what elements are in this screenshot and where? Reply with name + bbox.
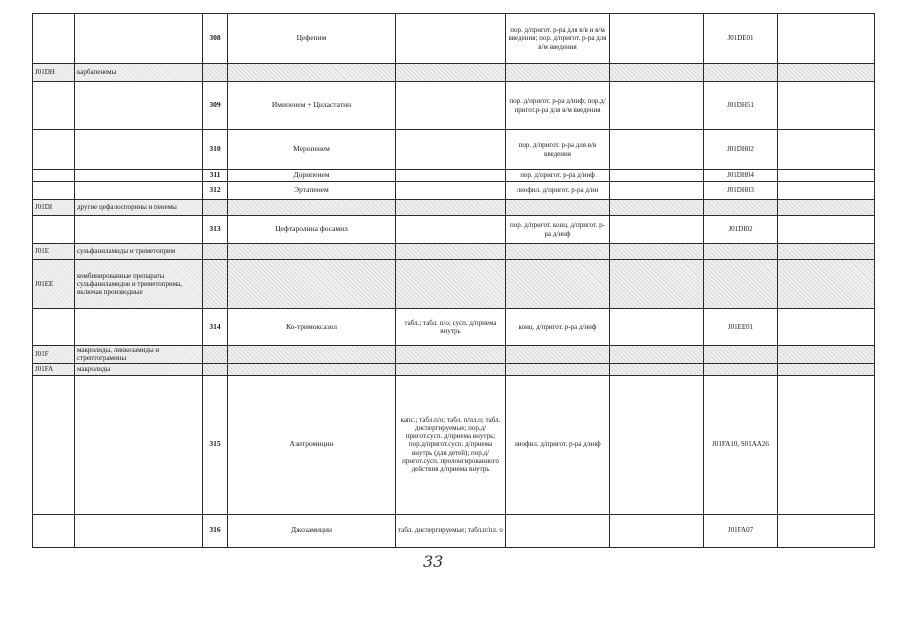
- empty-cell: [778, 14, 875, 64]
- row-number: [203, 200, 228, 216]
- row-number: 315: [203, 375, 228, 514]
- empty-cell: [778, 130, 875, 170]
- empty-cell: [610, 64, 704, 82]
- empty-cell: [778, 182, 875, 200]
- dosage-form-injection: пор. д/пригот. конц. д/пригот. р-ра д/инф: [506, 216, 610, 244]
- row-number: 309: [203, 82, 228, 130]
- drug-name: [228, 244, 396, 260]
- empty-cell: [778, 216, 875, 244]
- row-code: [33, 82, 75, 130]
- table-row: [33, 130, 875, 170]
- dosage-form-injection: [506, 244, 610, 260]
- row-code: [33, 170, 75, 182]
- table-row: [33, 375, 875, 514]
- atc-code: [704, 346, 778, 364]
- drug-name: Дорипенем: [228, 170, 396, 182]
- atc-code: J01DI02: [704, 216, 778, 244]
- dosage-form-oral: табл. диспергируемые; табл.п/пл. о: [396, 514, 506, 547]
- dosage-form-injection: [506, 346, 610, 364]
- row-code: J01DI: [33, 200, 75, 216]
- dosage-form-oral: [396, 363, 506, 375]
- drug-name: [228, 260, 396, 309]
- empty-cell: [610, 375, 704, 514]
- row-code: J01EE: [33, 260, 75, 309]
- row-group: [75, 82, 203, 130]
- dosage-form-oral: [396, 170, 506, 182]
- row-group: [75, 216, 203, 244]
- empty-cell: [610, 309, 704, 346]
- empty-cell: [610, 170, 704, 182]
- row-group: сульфаниламиды и триметоприм: [75, 244, 203, 260]
- row-group: [75, 14, 203, 64]
- row-group: карбапенемы: [75, 64, 203, 82]
- atc-code: J01DH03: [704, 182, 778, 200]
- row-number: 314: [203, 309, 228, 346]
- empty-cell: [778, 200, 875, 216]
- atc-code: [704, 64, 778, 82]
- row-group: [75, 130, 203, 170]
- table-row: [33, 170, 875, 182]
- row-code: [33, 375, 75, 514]
- row-number: 310: [203, 130, 228, 170]
- atc-code: J01DH51: [704, 82, 778, 130]
- row-group: [75, 514, 203, 547]
- row-code: J01F: [33, 346, 75, 364]
- drug-name: [228, 200, 396, 216]
- atc-code: J01DH04: [704, 170, 778, 182]
- empty-cell: [778, 170, 875, 182]
- drug-name: Азитромицин: [228, 375, 396, 514]
- atc-code: J01DE01: [704, 14, 778, 64]
- dosage-form-oral: капс.; табл.п/о; табл. п/пл.о; табл. диспергируемые; пор.д/пригот.сусп. д/приема внутрь; пор.д/пригот.сусп. д/приема внутрь (для детей); пор.д/пригот.сусп. пролонгированного действия д/приема внутрь: [396, 375, 506, 514]
- table-row: [33, 182, 875, 200]
- category-row: [33, 64, 875, 82]
- empty-cell: [778, 244, 875, 260]
- row-code: [33, 309, 75, 346]
- row-group: [75, 375, 203, 514]
- row-code: J01E: [33, 244, 75, 260]
- row-number: 313: [203, 216, 228, 244]
- empty-cell: [610, 260, 704, 309]
- dosage-form-oral: [396, 64, 506, 82]
- dosage-form-injection: [506, 200, 610, 216]
- row-code: [33, 514, 75, 547]
- dosage-form-injection: [506, 363, 610, 375]
- empty-cell: [610, 514, 704, 547]
- empty-cell: [778, 260, 875, 309]
- empty-cell: [778, 375, 875, 514]
- empty-cell: [610, 130, 704, 170]
- dosage-form-injection: [506, 64, 610, 82]
- dosage-form-oral: [396, 130, 506, 170]
- atc-code: [704, 200, 778, 216]
- table-row: [33, 514, 875, 547]
- empty-cell: [778, 309, 875, 346]
- dosage-form-oral: [396, 182, 506, 200]
- row-code: [33, 130, 75, 170]
- dosage-form-oral: табл.; табл. п/о; сусп. д/приема внутрь: [396, 309, 506, 346]
- drug-name: Меропенем: [228, 130, 396, 170]
- empty-cell: [778, 514, 875, 547]
- atc-code: [704, 244, 778, 260]
- row-number: 308: [203, 14, 228, 64]
- row-group: комбинированные препараты сульфаниламидов и триметоприма, включая производные: [75, 260, 203, 309]
- atc-code: [704, 363, 778, 375]
- category-row: [33, 363, 875, 375]
- atc-code: J01EE01: [704, 309, 778, 346]
- row-code: [33, 14, 75, 64]
- drug-name: Ко-тримоксазол: [228, 309, 396, 346]
- table-row: [33, 309, 875, 346]
- dosage-form-injection: пор. д/пригот. р-ра д/инф: [506, 170, 610, 182]
- row-group: [75, 170, 203, 182]
- row-number: [203, 346, 228, 364]
- drug-table: [32, 13, 875, 548]
- drug-name: Цефтаролина фосамил: [228, 216, 396, 244]
- drug-name: Эртапенем: [228, 182, 396, 200]
- dosage-form-injection: лиофил. д/пригот. р-ра д/ин: [506, 182, 610, 200]
- dosage-form-injection: конц. д/пригот. р-ра д/инф: [506, 309, 610, 346]
- drug-name: Цефепим: [228, 14, 396, 64]
- row-number: 311: [203, 170, 228, 182]
- table-row: [33, 14, 875, 64]
- dosage-form-injection: пор. д/пригот. р-ра д/инф; пор.д/пригот.р-ра для в/м введения: [506, 82, 610, 130]
- dosage-form-injection: лиофил. д/пригот. р-ра д/инф: [506, 375, 610, 514]
- dosage-form-injection: [506, 260, 610, 309]
- page-number: 33: [423, 552, 444, 571]
- row-group: другие цефалоспорины и пенемы: [75, 200, 203, 216]
- atc-code: [704, 260, 778, 309]
- atc-code: J01FA07: [704, 514, 778, 547]
- atc-code: J01FA10, S01AA26: [704, 375, 778, 514]
- atc-code: J01DH02: [704, 130, 778, 170]
- drug-name: [228, 64, 396, 82]
- empty-cell: [610, 82, 704, 130]
- row-group: [75, 309, 203, 346]
- dosage-form-oral: [396, 200, 506, 216]
- table-row: [33, 216, 875, 244]
- empty-cell: [610, 346, 704, 364]
- dosage-form-oral: [396, 260, 506, 309]
- row-number: 312: [203, 182, 228, 200]
- row-group: макролиды: [75, 363, 203, 375]
- drug-name: [228, 363, 396, 375]
- dosage-form-oral: [396, 216, 506, 244]
- row-number: [203, 260, 228, 309]
- row-group: [75, 182, 203, 200]
- row-number: [203, 363, 228, 375]
- empty-cell: [778, 82, 875, 130]
- category-row: [33, 346, 875, 364]
- row-code: J01DH: [33, 64, 75, 82]
- category-row: [33, 244, 875, 260]
- drug-name: Имипенем + Циластатин: [228, 82, 396, 130]
- dosage-form-injection: пор. д/пригот. р-ра для в/в введения: [506, 130, 610, 170]
- empty-cell: [610, 244, 704, 260]
- drug-name: [228, 346, 396, 364]
- table-body: [33, 14, 875, 548]
- row-code: [33, 216, 75, 244]
- dosage-form-oral: [396, 14, 506, 64]
- category-row: [33, 260, 875, 309]
- row-number: 316: [203, 514, 228, 547]
- empty-cell: [778, 363, 875, 375]
- table-row: [33, 82, 875, 130]
- category-row: [33, 200, 875, 216]
- row-group: макролиды, линкозамиды и стрептограмины: [75, 346, 203, 364]
- dosage-form-oral: [396, 244, 506, 260]
- empty-cell: [610, 216, 704, 244]
- empty-cell: [778, 64, 875, 82]
- empty-cell: [610, 182, 704, 200]
- drug-name: Джозамицин: [228, 514, 396, 547]
- empty-cell: [610, 14, 704, 64]
- empty-cell: [610, 200, 704, 216]
- row-number: [203, 64, 228, 82]
- row-code: J01FA: [33, 363, 75, 375]
- dosage-form-oral: [396, 82, 506, 130]
- empty-cell: [610, 363, 704, 375]
- dosage-form-oral: [396, 346, 506, 364]
- row-number: [203, 244, 228, 260]
- empty-cell: [778, 346, 875, 364]
- dosage-form-injection: [506, 514, 610, 547]
- dosage-form-injection: пор. д/пригот. р-ра для в/в и в/м введения; пор. д/пригот. р-ра для в/м введения: [506, 14, 610, 64]
- row-code: [33, 182, 75, 200]
